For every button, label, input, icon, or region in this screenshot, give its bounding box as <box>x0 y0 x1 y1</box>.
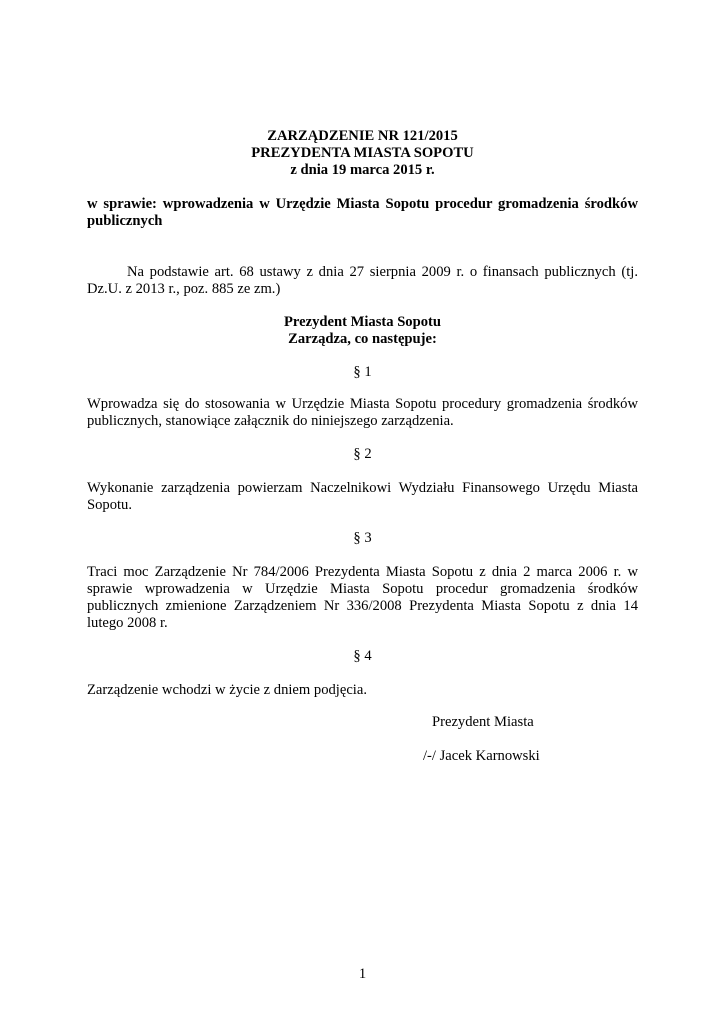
section-2-number: § 2 <box>353 446 372 462</box>
page-number: 1 <box>358 966 367 982</box>
section-4-number: § 4 <box>353 648 372 664</box>
section-4-text: Zarządzenie wchodzi w życie z dniem podjęcia. <box>87 682 367 698</box>
signature-name: /-/ Jacek Karnowski <box>423 748 540 764</box>
document-header <box>87 128 638 179</box>
issuer-decree: Zarządza, co następuje: <box>288 331 437 347</box>
issuer-name: Prezydent Miasta Sopotu <box>283 314 441 330</box>
section-3-text: Traci moc Zarządzenie Nr 784/2006 Prezydenta Miasta Sopotu z dnia 2 marca 2006 r. w sprawie wprowadzenia w Urzędzie Miasta Sopotu procedur gromadzenia środków publicznych zmienione Zarządzeniem Nr 336/2008 Prezydenta Miasta Sopotu z dnia 14 lutego 2008 r. <box>87 564 638 631</box>
ordinance-number: ZARZĄDZENIE NR 121/2015 <box>267 128 458 144</box>
section-1-text: Wprowadza się do stosowania w Urzędzie Miasta Sopotu procedury gromadzenia środków publicznych, stanowiące załącznik do niniejszego zarządzenia. <box>87 396 638 429</box>
ordinance-date: z dnia 19 marca 2015 r. <box>290 162 435 178</box>
section-2-text: Wykonanie zarządzenia powierzam Naczelnikowi Wydziału Finansowego Urzędu Miasta Sopotu. <box>87 480 638 513</box>
section-1-number: § 1 <box>353 364 372 380</box>
ordinance-issuer: PREZYDENTA MIASTA SOPOTU <box>251 145 474 161</box>
section-3-number: § 3 <box>353 530 372 546</box>
issuer-block <box>87 314 638 348</box>
signature-title-row <box>0 714 725 731</box>
ordinance-subject: w sprawie: wprowadzenia w Urzędzie Miasta Sopotu procedur gromadzenia środków publicznych <box>87 196 638 229</box>
signature-name-row <box>0 748 725 765</box>
signature-title: Prezydent Miasta <box>432 714 534 730</box>
legal-basis: Na podstawie art. 68 ustawy z dnia 27 sierpnia 2009 r. o finansach publicznych (tj. Dz.U. z 2013 r., poz. 885 ze zm.) <box>87 264 638 297</box>
